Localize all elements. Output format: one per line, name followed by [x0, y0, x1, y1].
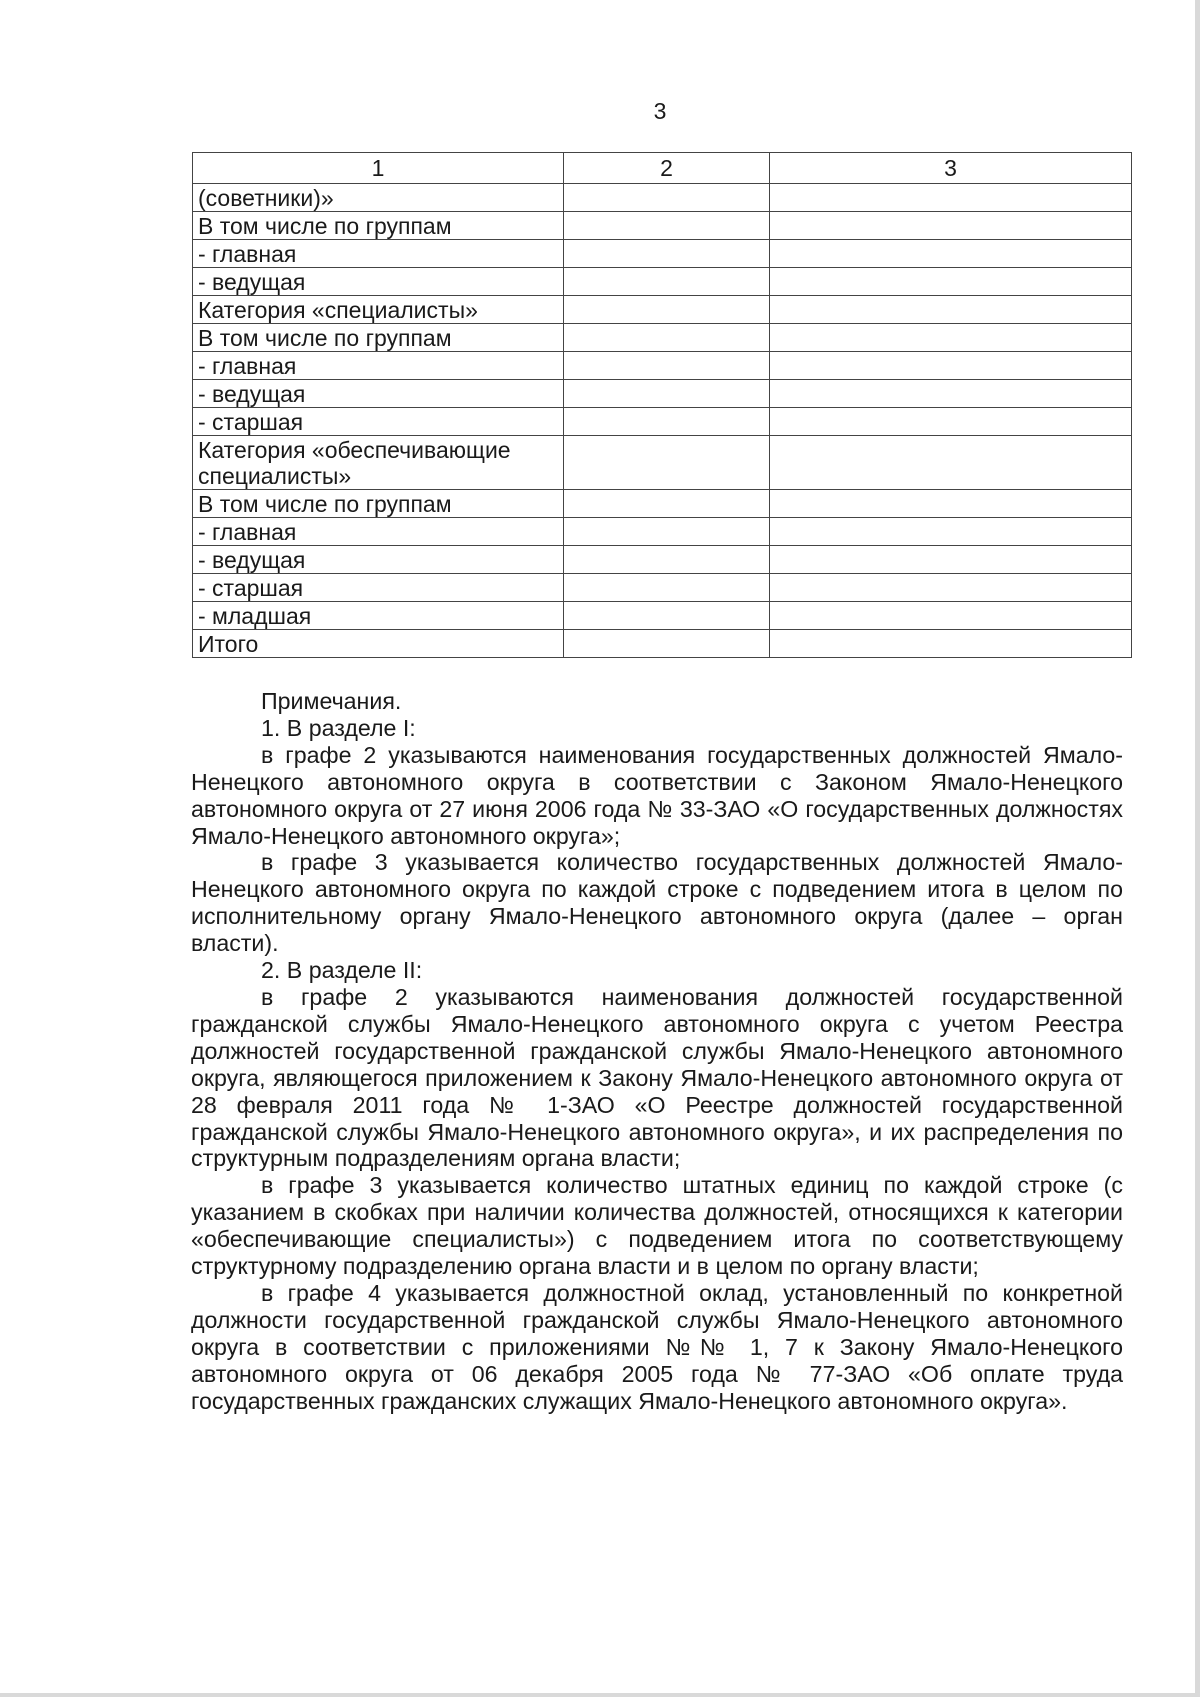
- row-column-2-cell: [564, 574, 770, 602]
- row-column-2-cell: [564, 184, 770, 212]
- table-row: [193, 324, 1132, 352]
- table-row: [193, 490, 1132, 518]
- row-label-cell: - главная: [193, 352, 564, 380]
- row-label-cell: - ведущая: [193, 546, 564, 574]
- row-label-cell: - младшая: [193, 602, 564, 630]
- row-label-cell: В том числе по группам: [193, 324, 564, 352]
- table-row: [193, 352, 1132, 380]
- page-number: 3: [653, 98, 667, 124]
- table-row: [193, 630, 1132, 658]
- row-column-3-cell: [770, 602, 1132, 630]
- table-row: [193, 212, 1132, 240]
- section2-heading: 2. В разделе II:: [261, 957, 423, 984]
- row-label-cell: Категория «специалисты»: [193, 296, 564, 324]
- table-row: [193, 408, 1132, 436]
- staff-table-body: [193, 153, 1132, 658]
- header-cell-3: 3: [770, 153, 1132, 184]
- table-row: [193, 574, 1132, 602]
- row-column-3-cell: [770, 240, 1132, 268]
- header-cell-1: 1: [193, 153, 564, 184]
- row-column-2-cell: [564, 352, 770, 380]
- row-column-3-cell: [770, 574, 1132, 602]
- table-row: [193, 602, 1132, 630]
- row-column-3-cell: [770, 408, 1132, 436]
- row-column-3-cell: [770, 324, 1132, 352]
- row-column-2-cell: [564, 630, 770, 658]
- row-column-3-cell: [770, 184, 1132, 212]
- row-label-cell: В том числе по группам: [193, 490, 564, 518]
- row-column-2-cell: [564, 240, 770, 268]
- row-column-2-cell: [564, 518, 770, 546]
- row-label-cell: - ведущая: [193, 380, 564, 408]
- row-label-cell: Категория «обеспечивающие специалисты»: [193, 436, 564, 490]
- table-row: [193, 184, 1132, 212]
- row-column-3-cell: [770, 490, 1132, 518]
- section1-heading: 1. В разделе I:: [261, 714, 416, 741]
- row-column-2-cell: [564, 436, 770, 490]
- table-row: [193, 380, 1132, 408]
- header-cell-2: 2: [564, 153, 770, 184]
- section1-paragraph-2: в графе 3 указывается количество государственных должностей Ямало-Ненецкого автономного округа по каждой строке с подведением итога в целом по исполнительному органу Ямало-Ненецкого автономного округа (далее – орган власти).: [191, 849, 1123, 957]
- section2-paragraph-3: в графе 4 указывается должностной оклад, установленный по конкретной должности государственной гражданской службы Ямало-Ненецкого автономного округа в соответствии с приложениями №№ 1, 7 к Закону Ямало-Ненецкого автономного округа от 06 декабря 2005 года № 77-ЗАО «Об оплате труда государственных гражданских служащих Ямало-Ненецкого автономного округа».: [191, 1279, 1123, 1414]
- row-column-2-cell: [564, 296, 770, 324]
- row-column-2-cell: [564, 268, 770, 296]
- row-column-3-cell: [770, 352, 1132, 380]
- row-column-2-cell: [564, 490, 770, 518]
- row-column-3-cell: [770, 296, 1132, 324]
- notes-section: [191, 688, 1123, 1414]
- table-header-row: [193, 153, 1132, 184]
- page-edge-right: [1195, 0, 1200, 1697]
- row-column-3-cell: [770, 380, 1132, 408]
- row-column-3-cell: [770, 630, 1132, 658]
- row-column-2-cell: [564, 602, 770, 630]
- row-column-3-cell: [770, 518, 1132, 546]
- table-row: [193, 546, 1132, 574]
- table-row: [193, 436, 1132, 490]
- notes-title: Примечания.: [261, 688, 402, 714]
- page-edge-bottom: [0, 1693, 1200, 1697]
- table-row: [193, 296, 1132, 324]
- row-column-2-cell: [564, 546, 770, 574]
- section2-paragraph-1: в графе 2 указываются наименования должностей государственной гражданской службы Ямало-Ненецкого автономного округа с учетом Реестра должностей государственной гражданской службы Ямало-Ненецкого автономного округа, являющегося приложением к Закону Ямало-Ненецкого автономного округа от 28 февраля 2011 года № 1-ЗАО «О Реестре должностей государственной гражданской службы Ямало-Ненецкого автономного округа», и их распределения по структурным подразделениям органа власти;: [191, 983, 1123, 1172]
- table-row: [193, 518, 1132, 546]
- row-column-3-cell: [770, 436, 1132, 490]
- row-column-2-cell: [564, 380, 770, 408]
- row-column-2-cell: [564, 408, 770, 436]
- row-column-3-cell: [770, 268, 1132, 296]
- row-label-cell: - главная: [193, 518, 564, 546]
- section2-paragraph-2: в графе 3 указывается количество штатных единиц по каждой строке (с указанием в скобках при наличии количества должностей, относящихся к категории «обеспечивающие специалисты») с подведением итога по соответствующему структурному подразделению органа власти и в целом по органу власти;: [191, 1172, 1123, 1280]
- row-label-cell: - старшая: [193, 574, 564, 602]
- row-label-cell: - старшая: [193, 408, 564, 436]
- row-column-2-cell: [564, 324, 770, 352]
- row-label-cell: (советники)»: [193, 184, 564, 212]
- row-column-3-cell: [770, 546, 1132, 574]
- row-label-cell: - главная: [193, 240, 564, 268]
- row-column-3-cell: [770, 212, 1132, 240]
- row-label-cell: В том числе по группам: [193, 212, 564, 240]
- row-column-2-cell: [564, 212, 770, 240]
- staff-table: [192, 152, 1132, 658]
- row-label-cell: - ведущая: [193, 268, 564, 296]
- table-row: [193, 268, 1132, 296]
- table-row: [193, 240, 1132, 268]
- row-label-cell: Итого: [193, 630, 564, 658]
- section1-paragraph-1: в графе 2 указываются наименования государственных должностей Ямало-Ненецкого автономного округа в соответствии с Законом Ямало-Ненецкого автономного округа от 27 июня 2006 года № 33-ЗАО «О государственных должностях Ямало-Ненецкого автономного округа»;: [191, 741, 1123, 849]
